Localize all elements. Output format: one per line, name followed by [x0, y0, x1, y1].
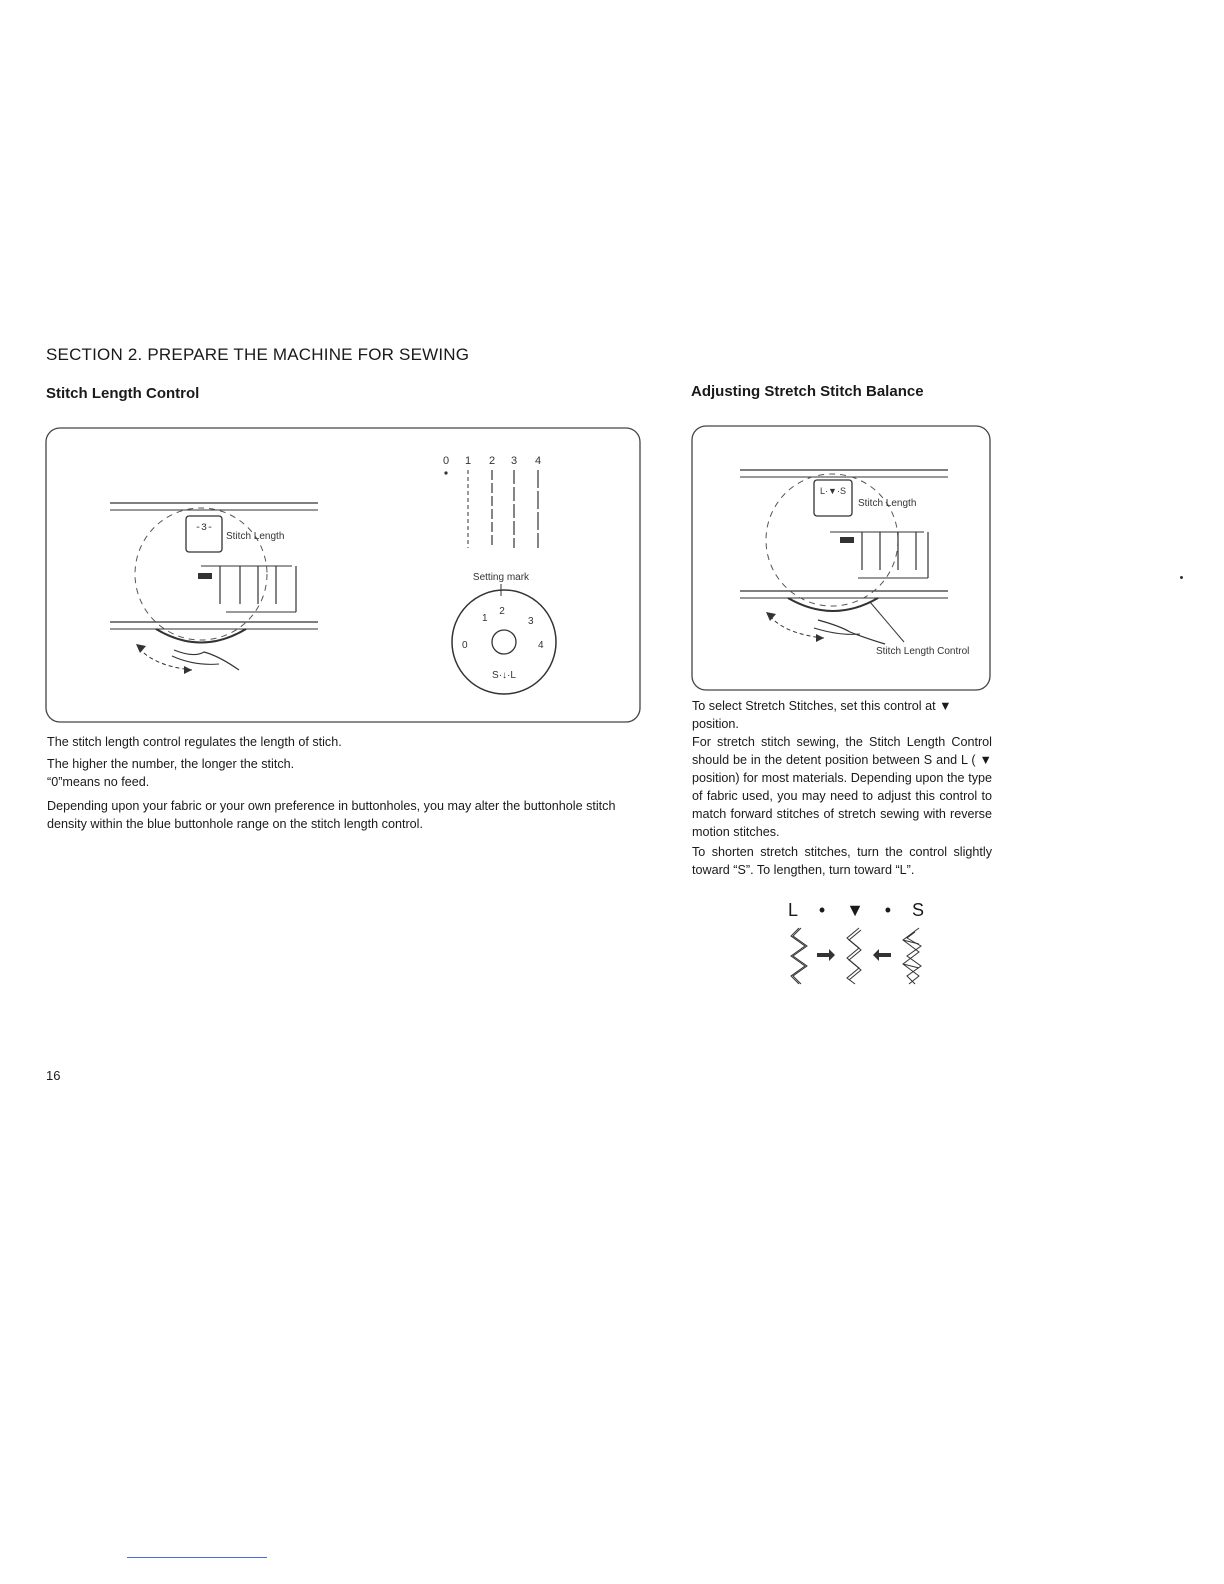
balance-label-S: S	[911, 900, 924, 920]
left-paragraph-3: “0”means no feed.	[47, 775, 150, 789]
stitch-balance-diagram	[785, 926, 930, 988]
scale-label-2: 2	[488, 455, 496, 467]
figure-frame	[46, 428, 640, 722]
section-title: SECTION 2. PREPARE THE MACHINE FOR SEWING	[46, 345, 470, 364]
knob-number-4: 4	[538, 640, 544, 651]
stitch-length-figure	[44, 426, 644, 726]
stretch-balance-heading: Adjusting Stretch Stitch Balance	[691, 383, 924, 400]
knob-bottom-text: S·↓·L	[492, 670, 516, 681]
left-paragraph-2: The higher the number, the longer the stitch.	[47, 757, 295, 771]
knob-number-2: 2	[499, 606, 505, 617]
scale-label-0: 0	[442, 455, 450, 467]
balance-label-L: L	[788, 900, 799, 920]
left-paragraph-1: The stitch length control regulates the length of stich.	[47, 735, 342, 749]
balance-labels	[788, 900, 924, 921]
right-paragraph-1: To select Stretch Stitches, set this control at ▼ position.	[692, 699, 952, 731]
balance-label-dot-right: •	[884, 900, 892, 920]
stitch-length-heading: Stitch Length Control	[46, 385, 200, 402]
dial-window-value: L·▼·S	[820, 486, 846, 496]
right-paragraph-3: To shorten stretch stitches, turn the control slightly toward “S”. To lengthen, turn toward “L”.	[692, 845, 992, 877]
arrow-right-icon	[817, 949, 835, 961]
stretch-balance-figure	[690, 424, 994, 694]
scale-label-4: 4	[534, 455, 542, 467]
knob-number-1: 1	[482, 613, 488, 624]
stray-dot	[1180, 576, 1183, 579]
footer-rule	[127, 1557, 267, 1558]
dial-window	[186, 516, 222, 552]
arrow-left-icon	[873, 949, 891, 961]
balanced-stitch-pattern	[847, 928, 861, 984]
scale-label-3: 3	[510, 455, 518, 467]
left-paragraph-4: Depending upon your fabric or your own preference in buttonholes, you may alter the buttonhole stitch density within the blue buttonhole range on the stitch length control.	[47, 799, 616, 831]
setting-mark-label: Setting mark	[472, 572, 530, 583]
long-stitch-pattern	[791, 928, 807, 984]
balance-label-triangle: ▼	[846, 900, 864, 920]
knob-number-0: 0	[462, 640, 468, 651]
dial-window-value: -3-	[194, 523, 214, 534]
short-stitch-pattern	[903, 928, 921, 984]
callout-stitch-length: Stitch Length	[858, 498, 917, 509]
callout-stitch-length: Stitch Length	[226, 531, 285, 542]
right-paragraph-2: For stretch stitch sewing, the Stitch Length Control should be in the detent position between S and L ( ▼ position) for most materials. Depending upon the type of fabric used, you may need to adjust this control to match forward stitches of stretch sewing with reverse motion stitches.	[692, 735, 992, 839]
knob-number-3: 3	[528, 616, 534, 627]
scale-labels	[443, 455, 541, 467]
balance-label-dot-left: •	[818, 900, 826, 920]
stitch-length-control-label: Stitch Length Control	[876, 646, 970, 657]
page-number: 16	[46, 1068, 61, 1083]
scale-label-1: 1	[464, 455, 472, 467]
